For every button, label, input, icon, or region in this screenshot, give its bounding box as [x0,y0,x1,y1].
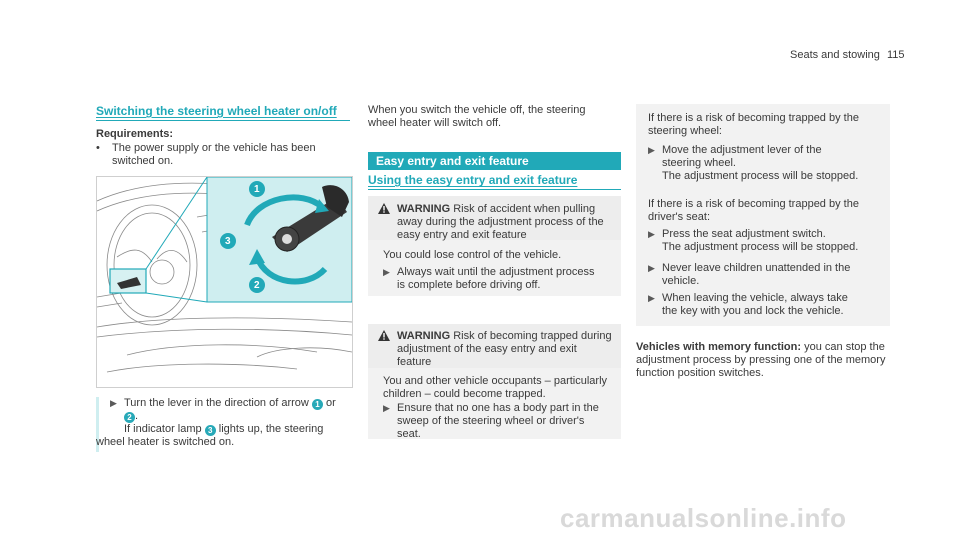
trapped-seat-text: If there is a risk of becoming trapped by the driver's seat: [648,198,859,223]
callout-2: 2 [254,280,260,291]
step-move-lever: ▶ Move the adjustment lever of the steering wheel. The adjustment process will be stopped. [648,144,859,182]
step-arrow-icon: ▶ [648,229,655,239]
memory-function-text: Vehicles with memory function: you can stop the adjustment process by pressing one of the memory function position switches. [636,341,886,379]
step-arrow-icon: ▶ [648,293,655,303]
steering-wheel-drawing [97,177,352,387]
arrow-2-marker: 2 [124,412,135,423]
step-arrow-icon: ▶ [383,403,390,413]
lamp-3-marker: 3 [205,425,216,436]
requirement-item: • The power supply or the vehicle has been switched on. [96,142,316,167]
trapped-wheel-text: If there is a risk of becoming trapped by the steering wheel: [648,112,859,137]
warning-triangle-icon [378,203,390,218]
callout-3: 3 [225,236,231,247]
steering-wheel-illustration [96,176,353,388]
step-arrow-icon: ▶ [110,398,117,408]
warning-2-step: ▶ Ensure that no one has a body part in the sweep of the steering wheel or driver's seat. [383,402,599,440]
heater-step-text: ▶ Turn the lever in the direction of arrow 1 or 2 . If indicator lamp 3 lights up, the steering wheel heater is switched on. [96,397,336,448]
arrow-1-marker: 1 [312,399,323,410]
heading-easy-entry[interactable]: Using the easy entry and exit feature [368,173,578,187]
warning-1-step: ▶ Always wait until the adjustment process is complete before driving off. [383,266,595,291]
requirements-label: Requirements: [96,128,174,140]
bullet-icon: • [96,142,100,154]
watermark: carmanualsonline.info [560,503,847,533]
heading-steering-heater[interactable]: Switching the steering wheel heater on/off [96,104,337,118]
heading-rule-2 [368,189,621,190]
easy-entry-banner: Easy entry and exit feature [368,152,621,170]
step-arrow-icon: ▶ [383,267,390,277]
warning-1-text: WARNING Risk of accident when pulling away during the adjustment process of the easy entry and exit feature [397,203,604,241]
detail-inset [146,177,352,302]
step-arrow-icon: ▶ [648,145,655,155]
warning-2-text: WARNING Risk of becoming trapped during adjustment of the easy entry and exit feature [397,330,612,368]
step-press-switch: ▶ Press the seat adjustment switch. The adjustment process will be stopped. [648,228,859,253]
warning-2-body: You and other vehicle occupants – particularly children – could become trapped. [383,375,608,400]
step-take-key: ▶ When leaving the vehicle, always take the key with you and lock the vehicle. [648,292,848,317]
section-title: Seats and stowing [790,49,880,61]
step-arrow-icon: ▶ [648,263,655,273]
step-children: ▶ Never leave children unattended in the vehicle. [648,262,851,287]
page-number: 115 [887,49,905,61]
heading-rule [96,120,350,121]
switch-off-text: When you switch the vehicle off, the steering wheel heater will switch off. [368,104,586,129]
warning-triangle-icon [378,330,390,345]
warning-1-body: You could lose control of the vehicle. [383,249,562,261]
callout-1: 1 [254,184,260,195]
